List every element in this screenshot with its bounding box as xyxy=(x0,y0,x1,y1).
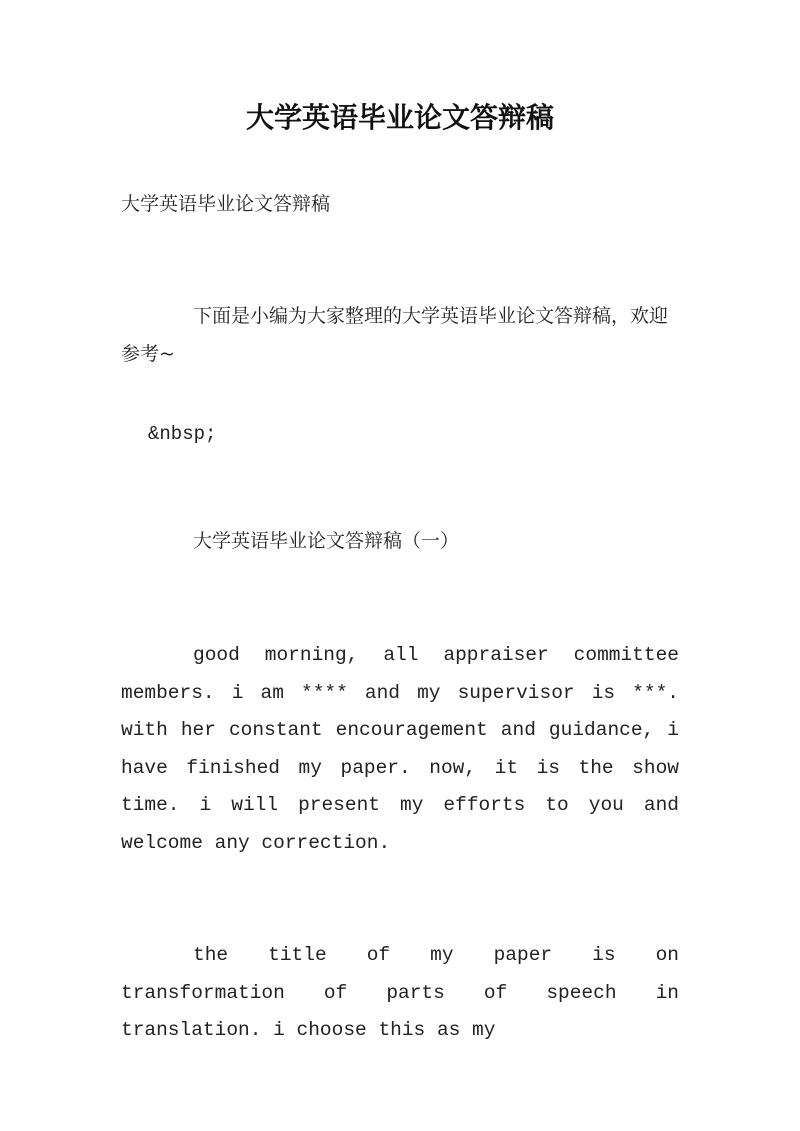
document-title: 大学英语毕业论文答辩稿 xyxy=(245,101,554,134)
body-paragraph-2: the title of my paper is on transformation of parts of speech in translation. i choose this as my xyxy=(121,944,679,1041)
section-heading: 大学英语毕业论文答辩稿（一） xyxy=(193,530,460,552)
body-paragraph-1: good morning, all appraiser committee members. i am **** and my supervisor is ***. with her constant encouragement and guidance, i have finished my paper. now, it is the show time. i will present my efforts to you and welcome any correction. xyxy=(121,644,679,854)
intro-paragraph: 下面是小编为大家整理的大学英语毕业论文答辩稿，欢迎参考~ xyxy=(121,305,669,365)
nbsp-text: &nbsp; xyxy=(148,423,217,445)
document-subtitle: 大学英语毕业论文答辩稿 xyxy=(121,193,331,215)
